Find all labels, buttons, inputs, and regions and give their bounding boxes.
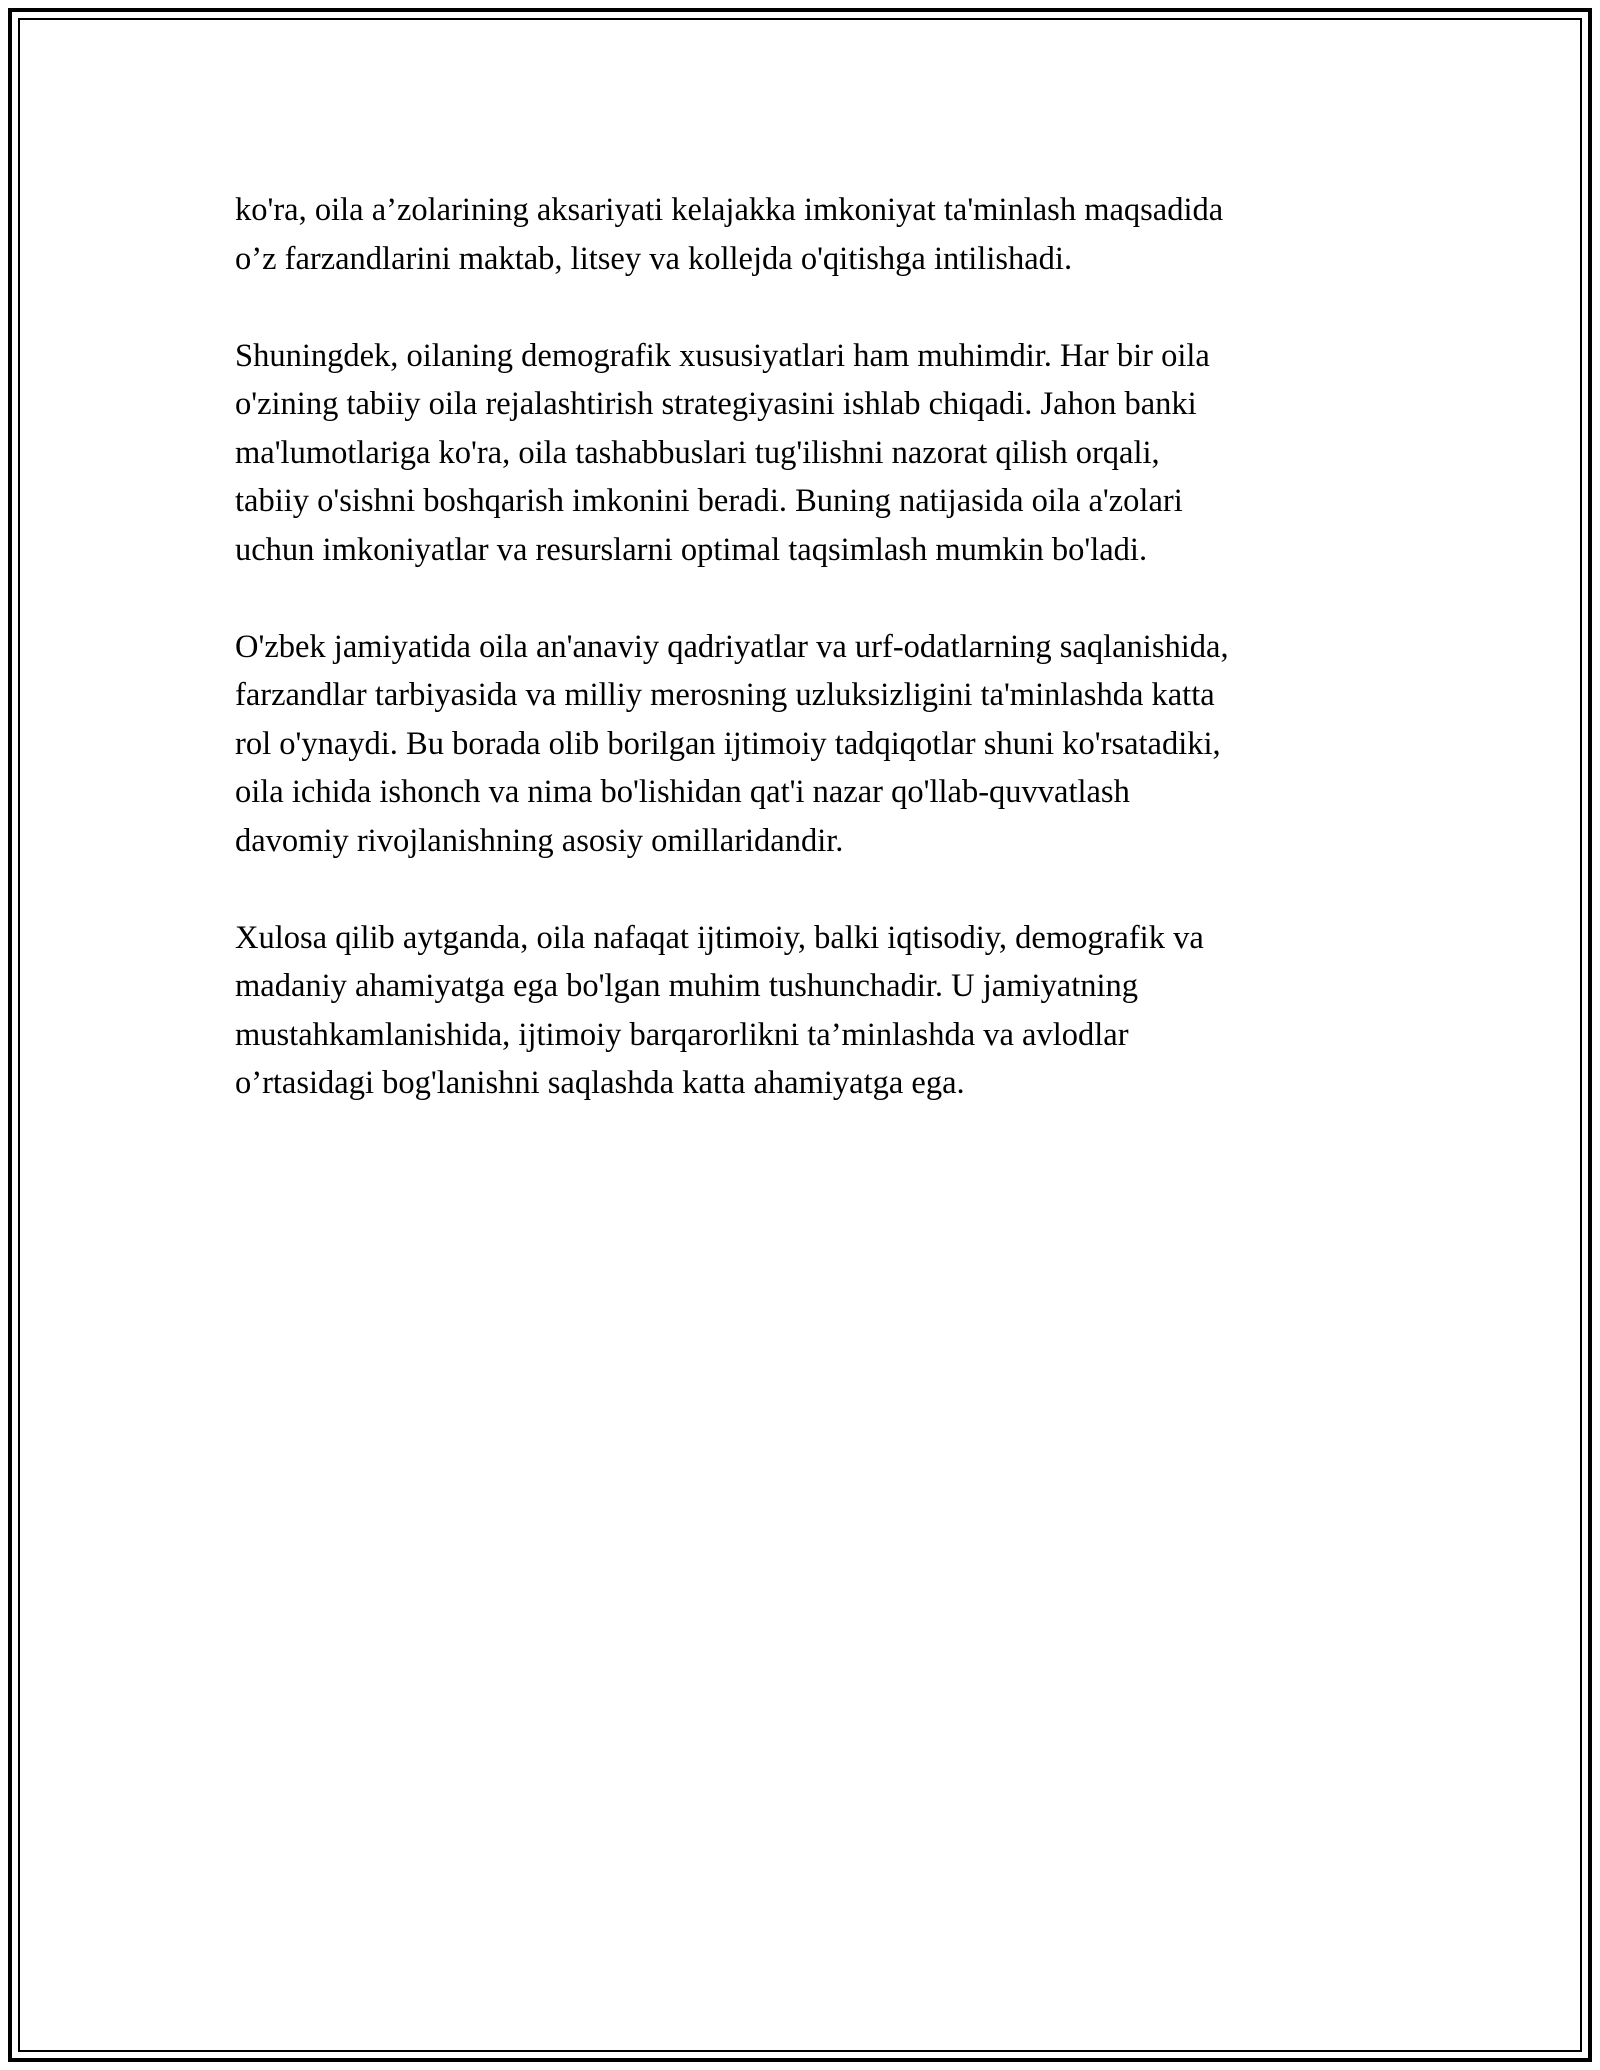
- paragraph-4: [235, 914, 1375, 1108]
- paragraph-line: tabiiy o'sishni boshqarish imkonini beradi. Buning natijasida oila a'zolari: [235, 483, 1183, 519]
- paragraph-line: o’rtasidagi bog'lanishni saqlashda katta ahamiyatga ega.: [235, 1065, 965, 1101]
- paragraph-line: O'zbek jamiyatida oila an'anaviy qadriyatlar va urf-odatlarning saqlanishida,: [235, 628, 1229, 665]
- paragraph-line: ko'ra, oila a’zolarining aksariyati kelajakka imkoniyat ta'minlash maqsadida: [235, 192, 1224, 228]
- paragraph-line: o’z farzandlarini maktab, litsey va kollejda o'qitishga intilishadi.: [235, 240, 1073, 277]
- paragraph-2: [235, 332, 1375, 575]
- paragraph-line: o'zining tabiiy oila rejalashtirish strategiyasini ishlab chiqadi. Jahon banki: [235, 386, 1197, 422]
- document-body: [235, 186, 1375, 1156]
- paragraph-line: farzandlar tarbiyasida va milliy merosning uzluksizligini ta'minlashda katta: [235, 677, 1215, 713]
- paragraph-line: davomiy rivojlanishning asosiy omillaridandir.: [235, 822, 844, 859]
- paragraph-line: ma'lumotlariga ko'ra, oila tashabbuslari tug'ilishni nazorat qilish orqali,: [235, 434, 1160, 471]
- paragraph-line: madaniy ahamiyatga ega bo'lgan muhim tushunchadir. U jamiyatning: [235, 968, 1139, 1004]
- paragraph-line: Shuningdek, oilaning demografik xususiyatlari ham muhimdir. Har bir oila: [235, 337, 1210, 374]
- paragraph-line: rol o'ynaydi. Bu borada olib borilgan ijtimoiy tadqiqotlar shuni ko'rsatadiki,: [235, 725, 1221, 762]
- paragraph-line: mustahkamlanishida, ijtimoiy barqarorlikni ta’minlashda va avlodlar: [235, 1016, 1129, 1053]
- paragraph-3: [235, 623, 1375, 866]
- paragraph-line: Xulosa qilib aytganda, oila nafaqat ijtimoiy, balki iqtisodiy, demografik va: [235, 919, 1204, 956]
- paragraph-line: uchun imkoniyatlar va resurslarni optimal taqsimlash mumkin bo'ladi.: [235, 531, 1148, 568]
- paragraph-1: [235, 186, 1375, 283]
- paragraph-line: oila ichida ishonch va nima bo'lishidan qat'i nazar qo'llab-quvvatlash: [235, 774, 1130, 810]
